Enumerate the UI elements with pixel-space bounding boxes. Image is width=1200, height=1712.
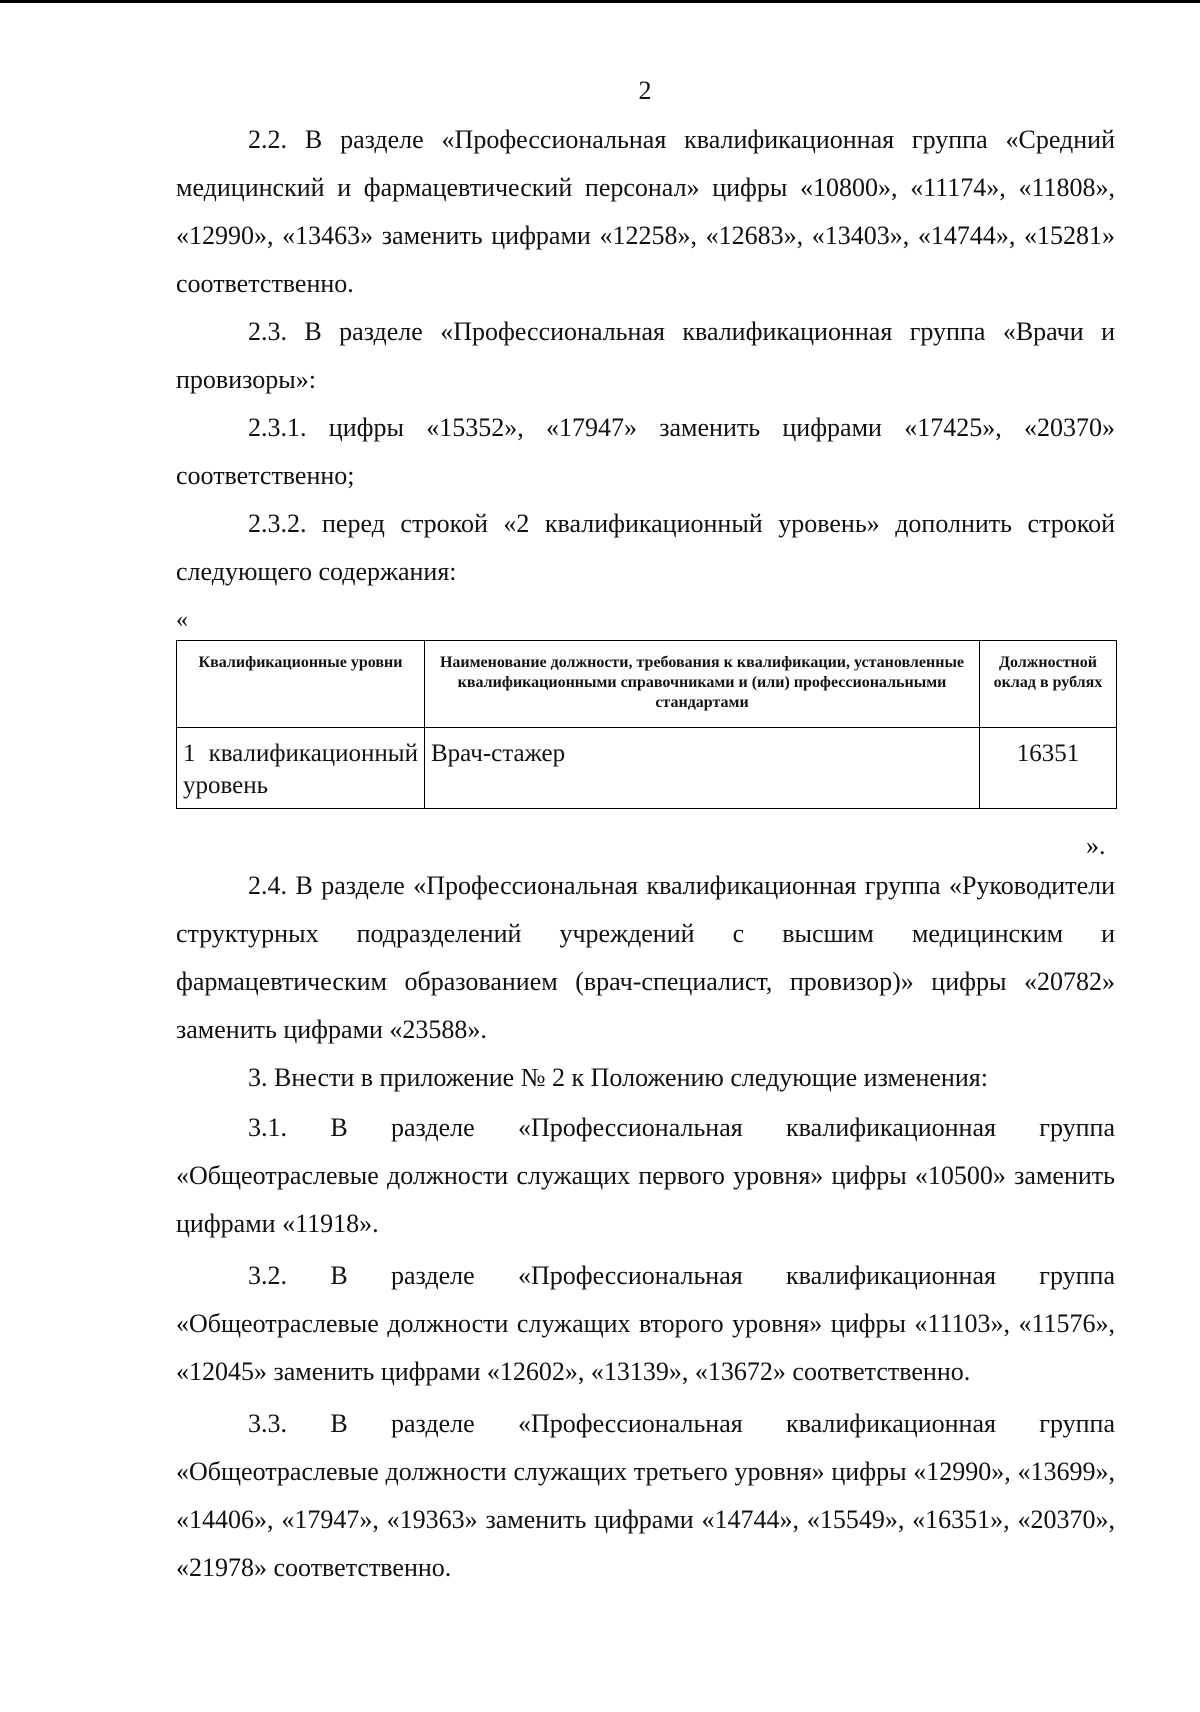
- cell-position: Врач-стажер: [425, 728, 980, 809]
- page-number: 2: [638, 76, 652, 105]
- paragraph-3: 3. Внести в приложение № 2 к Положению следующие изменения:: [248, 1063, 988, 1092]
- header-salary: Должностной оклад в рублях: [980, 641, 1117, 728]
- table-row: [177, 728, 1117, 809]
- cell-qualification-level: 1 квалификационный уровень: [177, 728, 425, 809]
- top-border-line: [0, 0, 1200, 3]
- qualification-table: [176, 640, 1117, 809]
- paragraph-2-3: 2.3. В разделе «Профессиональная квалификационная группа «Врачи и провизоры»:: [176, 317, 1115, 394]
- table-open-quote: «: [176, 607, 188, 633]
- paragraph-3-3: 3.3. В разделе «Профессиональная квалификационная группа «Общеотраслевые должности служащих третьего уровня» цифры «12990», «13699», «14406», «17947», «19363» заменить цифрами «14744», «15549», «16351», «20370», «21978» соответственно.: [176, 1409, 1115, 1582]
- header-qualification-levels: Квалификационные уровни: [177, 641, 425, 728]
- paragraph-2-3-1: 2.3.1. цифры «15352», «17947» заменить цифрами «17425», «20370» соответственно;: [176, 413, 1115, 490]
- header-position-name: Наименование должности, требования к квалификации, установленные квалификационными справочниками и (или) профессиональными стандартами: [425, 641, 980, 728]
- paragraph-3-2: 3.2. В разделе «Профессиональная квалификационная группа «Общеотраслевые должности служащих второго уровня» цифры «11103», «11576», «12045» заменить цифрами «12602», «13139», «13672» соответственно.: [176, 1261, 1115, 1386]
- paragraph-2-2: 2.2. В разделе «Профессиональная квалификационная группа «Средний медицинский и фармацевтический персонал» цифры «10800», «11174», «11808», «12990», «13463» заменить цифрами «12258», «12683», «13403», «14744», «15281» соответственно.: [176, 125, 1115, 298]
- paragraph-2-4: 2.4. В разделе «Профессиональная квалификационная группа «Руководители структурных подразделений учреждений с высшим медицинским и фармацевтическим образованием (врач-специалист, провизор)» цифры «20782» заменить цифрами «23588».: [176, 871, 1115, 1044]
- table-close-quote: ».: [1086, 831, 1106, 860]
- cell-salary: 16351: [980, 728, 1117, 809]
- table-header-row: [177, 641, 1117, 728]
- paragraph-2-3-2: 2.3.2. перед строкой «2 квалификационный уровень» дополнить строкой следующего содержания:: [176, 509, 1115, 586]
- paragraph-3-1: 3.1. В разделе «Профессиональная квалификационная группа «Общеотраслевые должности служащих первого уровня» цифры «10500» заменить цифрами «11918».: [176, 1113, 1115, 1238]
